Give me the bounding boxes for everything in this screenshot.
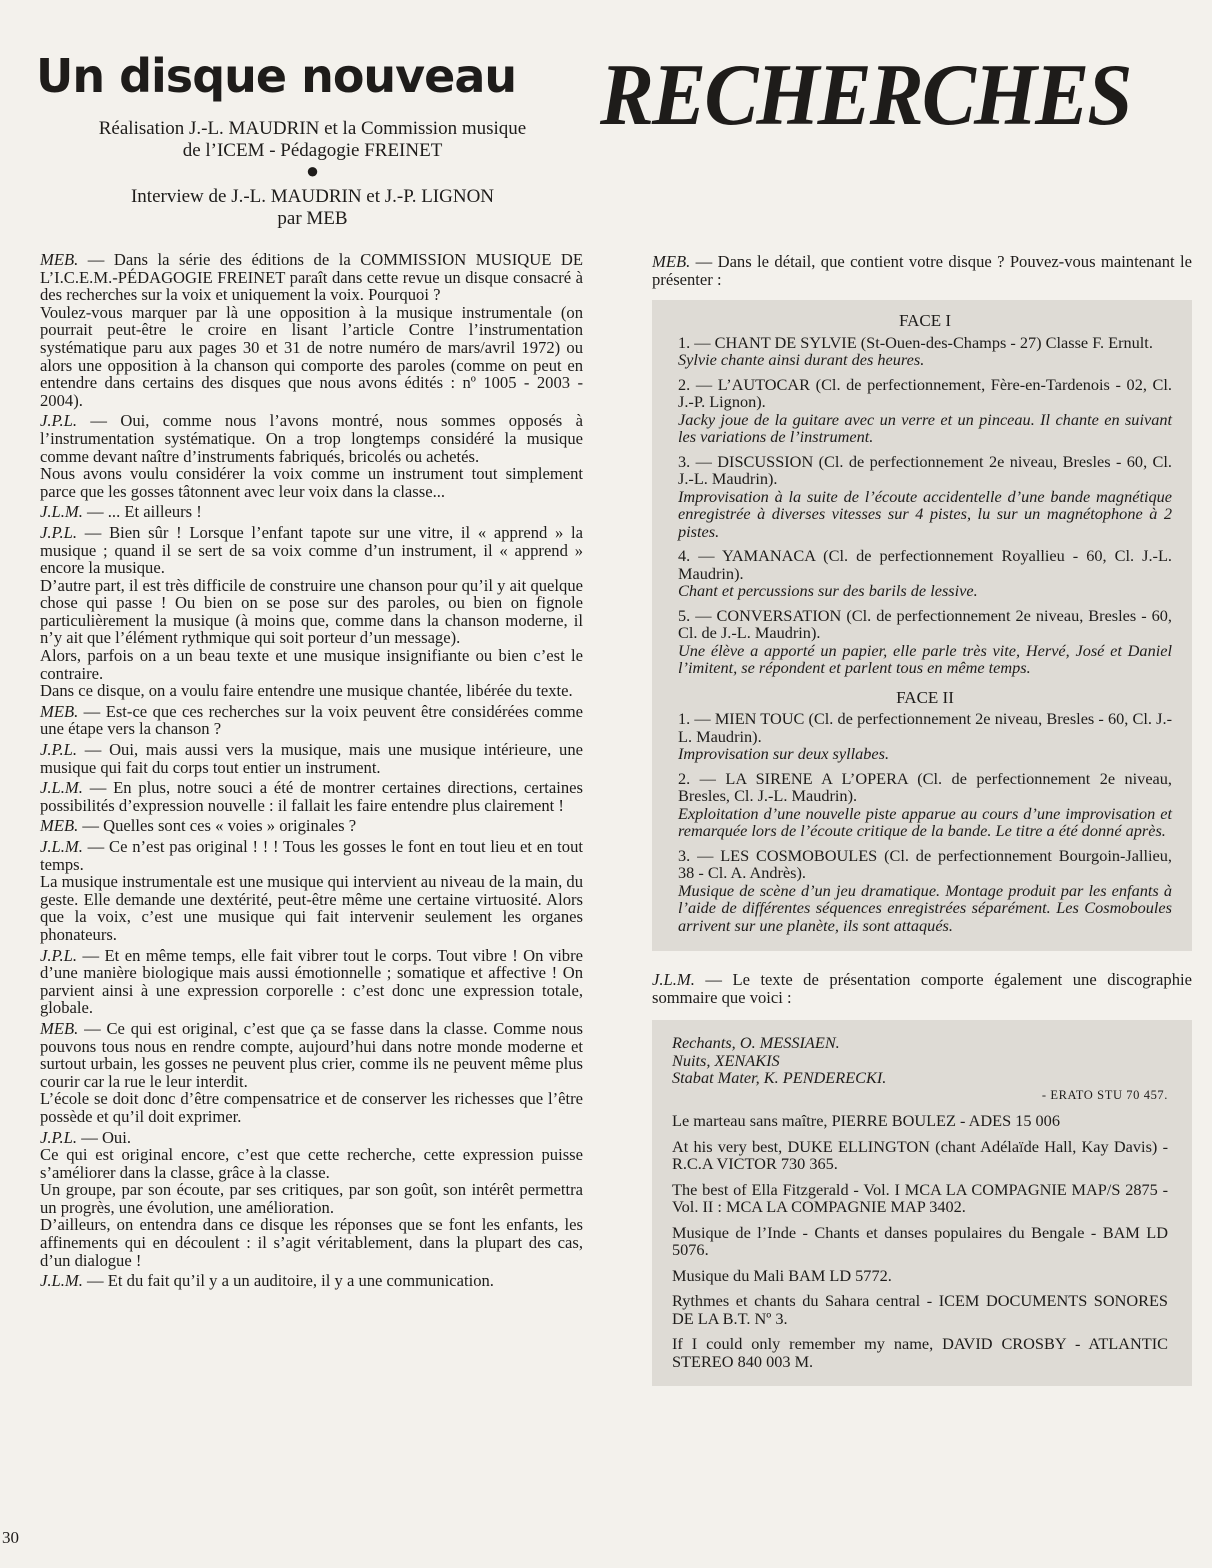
interview-paragraph — [40, 1272, 583, 1290]
interview-paragraph — [40, 1129, 583, 1147]
interview-paragraph — [40, 779, 583, 814]
paragraph-text: — Oui, mais aussi vers la musique, mais une musique intérieure, une musique qui fait du corps tout entier un instrument. — [40, 740, 583, 777]
paragraph-text: Un groupe, par son écoute, par ses critiques, par son goût, son intérêt permettra un progrès, une évolution, une amélioration. — [40, 1180, 583, 1217]
discography-entry: Rythmes et chants du Sahara central - ICEM DOCUMENTS SONORES DE LA B.T. Nº 3. — [672, 1291, 1168, 1328]
article-credits — [40, 118, 585, 230]
speaker: J.P.L. — [40, 1127, 78, 1147]
tracklist-box — [652, 300, 1192, 951]
section-title: RECHERCHES — [600, 47, 1131, 144]
outro-paragraph — [652, 971, 1192, 1006]
interview-line: Interview de J.-L. MAUDRIN et J.-P. LIGNON — [130, 186, 495, 207]
paragraph-text: L’école se doit donc d’être compensatrice et de conserver les richesses que l’être possède et qu’il doit exprimer. — [40, 1089, 583, 1126]
intro-paragraph — [652, 253, 1192, 288]
discography-entry: Rechants, O. MESSIAEN. — [672, 1033, 840, 1053]
paragraph-text: — En plus, notre souci a été de montrer certaines directions, certaines possibilités d’expression nouvelle : il fallait les faire entendre plus clairement ! — [40, 778, 583, 815]
track-description: Exploitation d’une nouvelle piste apparue au cours d’une improvisation et remarquée lors de l’écoute critique de la bande. Le titre a été donné après. — [678, 803, 1172, 841]
speaker: MEB. — [40, 816, 79, 836]
discography-entry: If I could only remember my name, DAVID CROSBY - ATLANTIC STEREO 840 003 M. — [672, 1334, 1168, 1371]
discography-label: - ERATO STU 70 457. — [1041, 1087, 1168, 1102]
track-entry — [678, 607, 1172, 677]
speaker: MEB. — [40, 250, 79, 269]
interview-paragraph — [40, 1216, 583, 1269]
track-title: 4. — YAMANACA (Cl. de perfectionnement Royallieu - 60, Cl. J.-L. Maudrin). — [678, 546, 1172, 583]
discography-entry: The best of Ella Fitzgerald - Vol. I MCA LA COMPAGNIE MAP/S 2875 - Vol. II : MCA LA COMPAGNIE MAP 3402. — [672, 1179, 1168, 1217]
speaker: MEB. — [40, 701, 79, 721]
paragraph-text: — Et du fait qu’il y a un auditoire, il y a une communication. — [82, 1271, 494, 1291]
speaker: MEB. — [652, 252, 691, 271]
interview-paragraph — [40, 741, 583, 776]
paragraph-text: — Dans le détail, que contient votre disque ? Pouvez-vous maintenant le présenter : — [652, 252, 1192, 289]
right-column — [652, 253, 1192, 1386]
track-description: Improvisation à la suite de l’écoute accidentelle d’une bande magnétique enregistrée à diverses vitesses sur 4 pistes, lu sur un magnétophone à 2 pistes. — [678, 486, 1172, 541]
paragraph-text: Ce qui est original encore, c’est que cette recherche, cette expression puisse s’améliorer dans la classe, grâce à la classe. — [40, 1145, 583, 1182]
track-title: 3. — LES COSMOBOULES (Cl. de perfectionnement Bourgoin-Jallieu, 38 - Cl. A. Andrès). — [678, 845, 1172, 883]
track-description: Une élève a apporté un papier, elle parle très vite, Hervé, José et Daniel l’imitent, se répondent et parlent tous en même temps. — [678, 640, 1172, 678]
track-description: Jacky joue de la guitare avec un verre et un pinceau. Il chante en suivant les variations de l’instrument. — [678, 409, 1172, 447]
speaker: J.P.L. — [40, 522, 78, 542]
interview-paragraph — [40, 1020, 583, 1090]
paragraph-text: D’ailleurs, on entendra dans ce disque les réponses que se font les enfants, les affinements qui en découlent : il s’agit véritablement, dans la plupart des cas, d’un dialogue ! — [40, 1215, 583, 1270]
speaker: J.L.M. — [40, 1271, 83, 1291]
interview-line: par MEB — [277, 208, 348, 229]
track-entry — [678, 376, 1172, 446]
track-entry — [678, 770, 1172, 840]
paragraph-text: — Ce qui est original, c’est que ça se fasse dans la classe. Comme nous pouvons tous nous en rendre compte, aujourd’hui dans notre monde moderne et surtout urbain, les gosses ne peuvent plus crier, comme ils ne peuvent même plus courir car la rue le leur interdit. — [40, 1018, 583, 1091]
track-title: 1. — MIEN TOUC (Cl. de perfectionnement 2e niveau, Bresles - 60, Cl. J.-L. Maudrin). — [678, 709, 1172, 746]
left-column — [40, 248, 583, 1290]
face-tracks — [678, 334, 1172, 677]
paragraph-text: — Quelles sont ces « voies » originales ? — [78, 816, 357, 836]
discography-entry: Stabat Mater, K. PENDERECKI. — [672, 1068, 887, 1088]
track-entry — [678, 847, 1172, 935]
discography-block — [672, 1034, 1168, 1104]
interview-paragraph — [40, 947, 583, 1017]
paragraph-text: Alors, parfois on a un beau texte et une musique insignifiante ou bien c’est le contraire. — [40, 646, 583, 683]
interview-paragraph — [40, 838, 583, 873]
interview-paragraph — [40, 647, 583, 682]
track-title: 2. — L’AUTOCAR (Cl. de perfectionnement, Fère-en-Tardenois - 02, Cl. J.-P. Lignon). — [678, 374, 1172, 412]
paragraph-text: — Oui. — [77, 1127, 131, 1147]
interview-paragraph — [40, 703, 583, 738]
face-tracks — [678, 710, 1172, 934]
speaker: J.L.M. — [40, 502, 83, 522]
track-entry — [678, 453, 1172, 541]
interview-paragraph — [40, 304, 583, 410]
face-heading: FACE II — [896, 687, 954, 707]
track-title: 2. — LA SIRENE A L’OPERA (Cl. de perfectionnement 2e niveau, Bresles, Cl. J.-L. Maudrin). — [678, 768, 1172, 806]
credits-line: de l’ICEM - Pédagogie FREINET — [182, 140, 443, 161]
discography-entry: At his very best, DUKE ELLINGTON (chant Adélaïde Hall, Kay Davis) - R.C.A VICTOR 730 365. — [672, 1136, 1168, 1174]
track-entry — [678, 547, 1172, 600]
paragraph-text: Nous avons voulu considérer la voix comme un instrument tout simplement parce que les gosses tâtonnent avec leur voix dans la classe... — [40, 464, 583, 501]
track-entry — [678, 710, 1172, 763]
speaker: J.P.L. — [40, 411, 78, 431]
track-description: Improvisation sur deux syllabes. — [678, 744, 890, 764]
interview-paragraph — [40, 1146, 583, 1181]
paragraph-text: Dans ce disque, on a voulu faire entendre une musique chantée, libérée du texte. — [40, 681, 573, 701]
interview-paragraph — [40, 524, 583, 577]
speaker: J.L.M. — [40, 778, 83, 798]
track-description: Sylvie chante ainsi durant des heures. — [678, 350, 925, 370]
track-description: Musique de scène d’un jeu dramatique. Montage produit par les enfants à l’aide de différentes séquences enregistrées séparément. Les Cosmoboules arrivent sur une planète, ils sont attaqués. — [678, 880, 1172, 935]
bullet-separator: ● — [305, 158, 320, 183]
paragraph-text: La musique instrumentale est une musique qui intervient au niveau de la main, du geste. Elle demande une dextérité, peut-être même une certaine virtuosité. Alors que la voix, c’est une musique qui fait intervenir seulement les organes phonateurs. — [40, 872, 583, 944]
discography-list — [672, 1112, 1168, 1370]
interview-paragraph — [40, 1181, 583, 1216]
discography-entry: Musique de l’Inde - Chants et danses populaires du Bengale - BAM LD 5076. — [672, 1222, 1168, 1260]
paragraph-text: Voulez-vous marquer par là une opposition à la musique instrumentale (on pourrait peut-être le croire en lisant l’article Contre l’instrumentation systématique paru aux pages 30 et 31 de notre numéro de mars/avril 1972) ou alors une opposition à la chanson qui comporte des paroles (comme on peut en entendre dans certains des disques que nous avons édités : nº 1005 - 2003 - 2004). — [40, 302, 583, 410]
credits-line: Réalisation J.-L. MAUDRIN et la Commission musique — [98, 118, 527, 139]
track-title: 1. — CHANT DE SYLVIE (St-Ouen-des-Champs - 27) Classe F. Ernult. — [678, 332, 1153, 352]
track-title: 3. — DISCUSSION (Cl. de perfectionnement 2e niveau, Bresles - 60, Cl. J.-L. Maudrin). — [678, 451, 1172, 489]
page-number: 30 — [2, 1528, 19, 1547]
interview-paragraph — [40, 465, 583, 500]
discography-entry: Musique du Mali BAM LD 5772. — [672, 1265, 892, 1285]
paragraph-text: — Dans la série des éditions de la COMMISSION MUSIQUE DE L’I.C.E.M.-PÉDAGOGIE FREINET paraît dans cette revue un disque consacré à des recherches sur la voix et uniquement la voix. Pourquoi ? — [40, 250, 583, 305]
interview-byline — [40, 186, 585, 230]
interview-paragraph — [40, 412, 583, 465]
paragraph-text: — Est-ce que ces recherches sur la voix peuvent être considérées comme une étape vers la chanson ? — [40, 701, 583, 739]
article-title: Un disque nouveau — [36, 49, 517, 103]
paragraph-text: — Ce n’est pas original ! ! ! Tous les gosses le font en tout lieu et en tout temps. — [40, 837, 583, 874]
track-description: Chant et percussions sur des barils de lessive. — [678, 581, 978, 601]
speaker: MEB. — [40, 1018, 79, 1038]
paragraph-text: — Bien sûr ! Lorsque l’enfant tapote sur une vitre, il « apprend » la musique ; quand il se sert de sa voix comme d’un instrument, il « apprend » encore la musique. — [40, 522, 583, 578]
discography-entry: Nuits, XENAKIS — [672, 1050, 780, 1070]
speaker: J.L.M. — [40, 837, 83, 856]
discography-entry: Le marteau sans maître, PIERRE BOULEZ - ADES 15 006 — [672, 1111, 1060, 1131]
interview-paragraph — [40, 873, 583, 943]
paragraph-text: — Oui, comme nous l’avons montré, nous sommes opposés à l’instrumentation systématique. On a trop longtemps considéré la musique comme devant naître d’instruments fabriqués, bricolés ou achetés. — [40, 411, 583, 466]
paragraph-text: D’autre part, il est très difficile de construire une chanson pour qu’il y ait quelque chose qui passe ! Ou bien on se pose sur des paroles, ou bien on fignole particulièrement la musique (à moins que, comme dans la chanson moderne, il n’y ait que l’élément rythmique qui soit porteur d’un message). — [40, 575, 583, 648]
interview-paragraph — [40, 817, 583, 835]
interview-paragraph — [40, 251, 583, 304]
face-heading: FACE I — [898, 311, 952, 331]
speaker: J.P.L. — [40, 740, 78, 760]
interview-paragraph — [40, 577, 583, 647]
interview-paragraph — [40, 1090, 583, 1125]
paragraph-text: — ... Et ailleurs ! — [82, 502, 202, 522]
track-title: 5. — CONVERSATION (Cl. de perfectionnement 2e niveau, Bresles - 60, Cl. de J.-L. Maudrin). — [678, 605, 1172, 643]
speaker: J.P.L. — [40, 945, 78, 965]
interview-paragraph — [40, 682, 583, 700]
discography-box — [652, 1020, 1192, 1386]
track-entry — [678, 334, 1172, 369]
paragraph-text: — Le texte de présentation comporte également une discographie sommaire que voici : — [652, 970, 1192, 1007]
paragraph-text: — Et en même temps, elle fait vibrer tout le corps. Tout vibre ! On vibre d’une manière biologique mais aussi émotionnelle ; somatique et affective ! On parvient ainsi à une expression corporelle : c’est donc une expression totale, globale. — [40, 945, 583, 1018]
speaker: J.L.M. — [652, 970, 695, 990]
interview-paragraph — [40, 503, 583, 521]
